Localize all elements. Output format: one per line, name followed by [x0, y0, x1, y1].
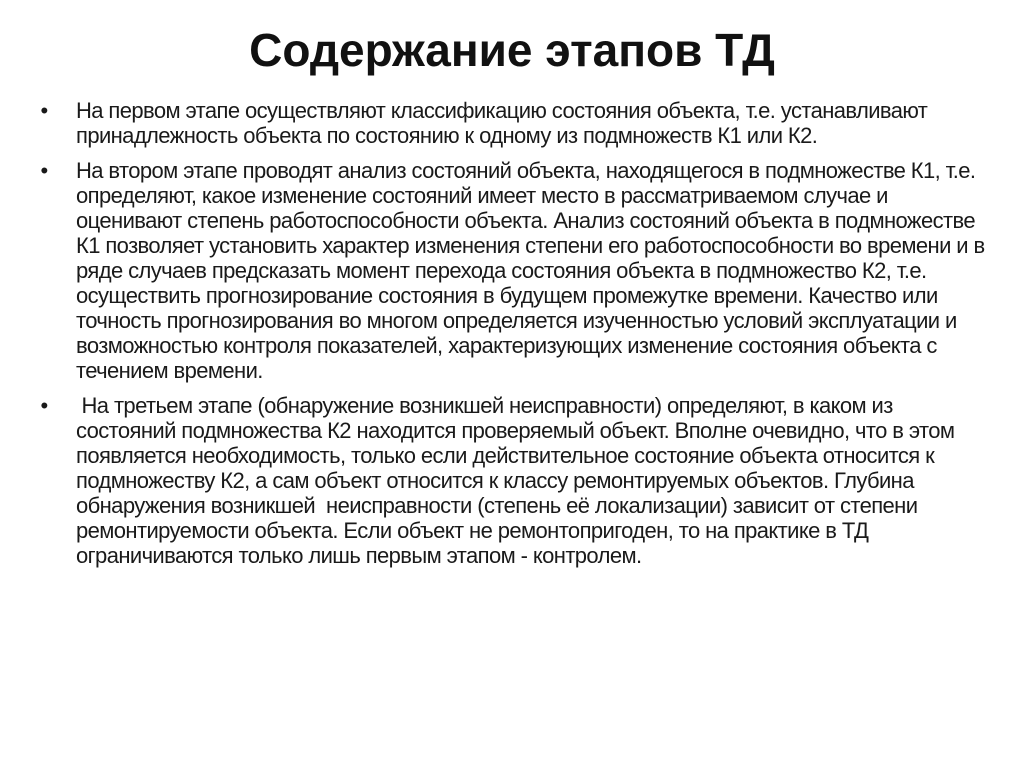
bullet-text-3: На третьем этапе (обнаружение возникшей неисправности) определяют, в каком из состояний подмножества К2 находится проверяемый объект. Вполне очевидно, что в этом появляется необходимость, только если действительное состояние объекта относится к подмножеству К2, а сам объект относится к классу ремонтируемых объектов. Глубина обнаружения возникшей неисправности (степень её локализации) зависит от степени ремонтируемости объекта. Если объект не ремонтопригоден, то на практике в ТД ограничиваются только лишь первым этапом - контролем.: [76, 393, 960, 568]
slide-title: Содержание этапов ТД: [249, 24, 775, 76]
bullet-item-3: [40, 393, 988, 568]
bullet-list: [40, 98, 988, 578]
bullet-item-2: [40, 158, 988, 383]
bullet-dot-icon: •: [40, 393, 48, 418]
bullet-item-1: [40, 98, 988, 148]
bullet-text-2: На втором этапе проводят анализ состояний объекта, находящегося в подмножестве К1, т.е. определяют, какое изменение состояний имеет место в рассматриваемом случае и оценивают степень работоспособности объекта. Анализ состояний объекта в подмножестве К1 позволяет установить характер изменения степени его работоспособности во времени и в ряде случаев предсказать момент перехода состояния объекта в подмножество К2, т.е. осуществить прогнозирование состояния в будущем промежутке времени. Качество или точность прогнозирования во многом определяется изученностью условий эксплуатации и возможностью контроля показателей, характеризующих изменение состояния объекта с течением времени.: [76, 158, 985, 383]
bullet-dot-icon: •: [40, 158, 48, 183]
bullet-dot-icon: •: [40, 98, 48, 123]
bullet-text-1: На первом этапе осуществляют классификацию состояния объекта, т.е. устанавливают принадлежность объекта по состоянию к одному из подмножеств К1 или К2.: [76, 98, 928, 148]
